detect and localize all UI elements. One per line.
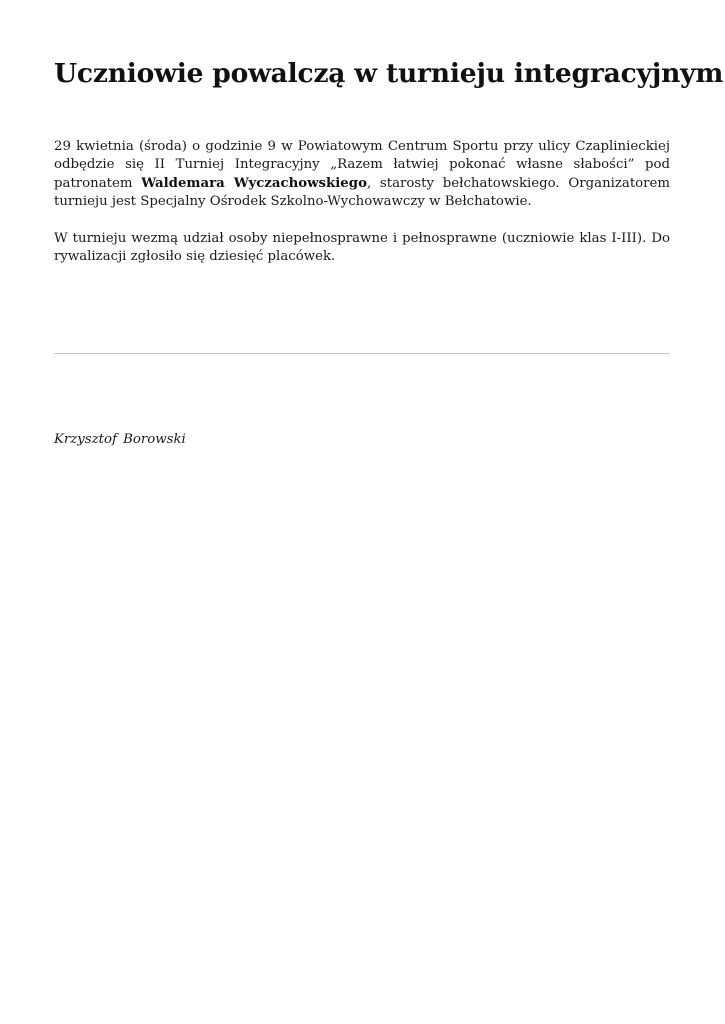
article-paragraph-1 [54, 138, 670, 212]
document-page [54, 0, 724, 447]
article-title: Uczniowie powalczą w turnieju integracyjnym [54, 58, 724, 89]
article-author: Krzysztof Borowski [54, 432, 186, 447]
paragraph-1-text-end: , starosty bełchatowskiego. Organizatorem turnieju jest Specjalny Ośrodek Szkolno-Wychowawczy w Bełchatowie. [54, 175, 671, 210]
patron-name: Waldemara Wyczachowskiego [141, 175, 367, 191]
article-body [54, 138, 670, 266]
paragraph-1-text-start: 29 kwietnia (środa) o godzinie 9 w Powiatowym Centrum Sportu przy ulicy Czaplinieckiej odbędzie się II Turniej Integracyjny „Razem łatwiej pokonać własne słabości” pod patronatem [54, 139, 670, 191]
horizontal-divider [54, 353, 670, 354]
article-paragraph-2: W turnieju wezmą udział osoby niepełnosprawne i pełnosprawne (uczniowie klas I-III). Do rywalizacji zgłosiło się dziesięć placówek. [54, 230, 670, 265]
